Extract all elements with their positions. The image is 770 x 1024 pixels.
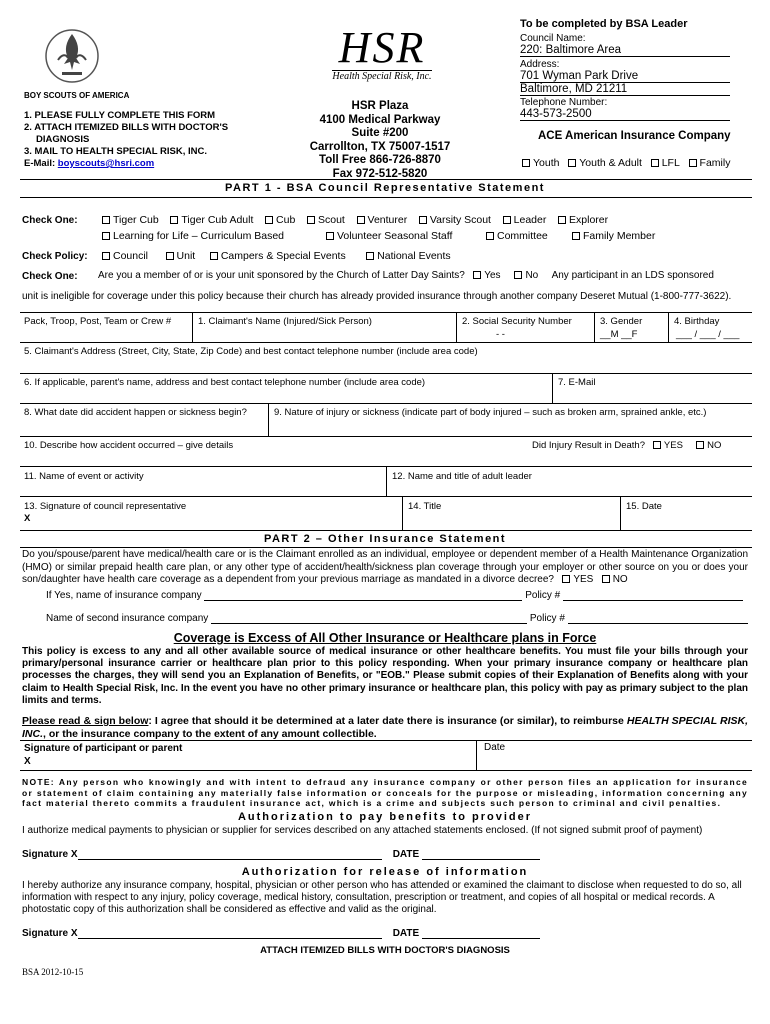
- check-one-label: Check One:: [22, 215, 78, 226]
- parent-field[interactable]: 6. If applicable, parent's name, address and best contact telephone number (include area code): [24, 377, 426, 388]
- lds-label: Check One:: [22, 271, 78, 282]
- coverage-title: Coverage is Excess of All Other Insurance or Healthcare plans in Force: [173, 631, 597, 645]
- lfl-checkbox[interactable]: [651, 159, 659, 167]
- coverage-text: This policy is excess to any and all other available source of medical insurance or other healthcare benefits. You must file your bills through your primary/personal insurance carrier or healthcare plan prior to this policy responding. When your primary insurance company or healthcare plan processes the charges, they will send you an Explanation of Benefits, or "EOB." Please submit copies of their Explanation of Benefits along with your claim to Health Special Risk, Inc. In the event you have no other primary insurance or healthcare plan, this policy with pay as primary subject to the plan limits and terms.: [22, 646, 748, 706]
- campers-checkbox[interactable]: [210, 252, 218, 260]
- insurance1-input[interactable]: [204, 600, 522, 601]
- gender-options: __M __F: [600, 329, 638, 340]
- auth-pay-signature-row: Signature X DATE: [22, 849, 540, 860]
- bsa-logo: [44, 24, 100, 88]
- council-address-line2[interactable]: Baltimore, MD 21211: [520, 83, 730, 96]
- committee-checkbox[interactable]: [486, 232, 494, 240]
- check-policy-label: Check Policy:: [22, 251, 88, 262]
- describe-field[interactable]: 10. Describe how accident occurred – give details: [24, 440, 234, 451]
- tiger-cub-adult-checkbox[interactable]: [170, 216, 178, 224]
- scout-checkbox[interactable]: [307, 216, 315, 224]
- varsity-scout-checkbox[interactable]: [419, 216, 427, 224]
- insurance2-input[interactable]: [211, 623, 527, 624]
- explorer-checkbox[interactable]: [558, 216, 566, 224]
- adult-leader-field[interactable]: 12. Name and title of adult leader: [392, 471, 532, 482]
- insurer-name: ACE American Insurance Company: [538, 130, 731, 142]
- lds-no-checkbox[interactable]: [514, 271, 522, 279]
- youth-checkbox[interactable]: [522, 159, 530, 167]
- death-question: Did Injury Result in Death? YES NO: [532, 440, 722, 451]
- plan-type-options: Youth Youth & Adult LFL Family: [522, 157, 730, 169]
- leader-checkbox[interactable]: [503, 216, 511, 224]
- claimant-address-field[interactable]: 5. Claimant's Address (Street, City, State, Zip Code) and best contact telephone number (include area code): [24, 346, 478, 357]
- council-address-line1[interactable]: 701 Wyman Park Drive: [520, 70, 730, 83]
- ssn-mask: - -: [496, 329, 505, 340]
- national-events-checkbox[interactable]: [366, 252, 374, 260]
- email-link[interactable]: boyscouts@hsri.com: [57, 158, 155, 169]
- family-member-checkbox[interactable]: [572, 232, 580, 240]
- auth-release-title: Authorization for release of information: [241, 866, 529, 878]
- other-insurance-text: Do you/spouse/parent have medical/health care or is the Claimant enrolled as an individual, employee or dependent member of a Health Maintenance Organization (HMO) or similar prepaid health care plan, or any other type of accident/health/sickness plan coverage through your employer or other source on you or does your son/daughter have health care coverage as a dependent from your previous marriage as mandated in a divorce decree? YES NO: [22, 549, 748, 585]
- agreement-text: Please read & sign below: I agree that should it be determined at a later date there is insurance (or similar), to reimburse HEALTH SPECIAL RISK, INC., or the insurance company to the extent of any amount collectible.: [22, 715, 748, 740]
- form-code: BSA 2012-10-15: [22, 967, 84, 977]
- email-field[interactable]: 7. E-Mail: [558, 377, 596, 388]
- hsr-address: HSR Plaza 4100 Medical Parkway Suite #200 Carrollton, TX 75007-1517 Toll Free 866-726-8870 Fax 972-512-5820: [309, 100, 451, 180]
- auth-release-signature-input[interactable]: [78, 938, 382, 939]
- part2-title: PART 2 – Other Insurance Statement: [263, 533, 507, 545]
- other-ins-no-checkbox[interactable]: [602, 575, 610, 583]
- council-signature-field[interactable]: 13. Signature of council representative X: [24, 501, 187, 524]
- bsa-name: BOY SCOUTS OF AMERICA: [24, 91, 130, 100]
- auth-pay-date-input[interactable]: [422, 859, 540, 860]
- lds-note: unit is ineligible for coverage under this policy because their church has already provided insurance through another company Deseret Mutual (1-800-777-3622).: [22, 291, 732, 302]
- auth-pay-text: I authorize medical payments to physician or supplier for services described on any attached statements enclosed. (If not signed submit proof of payment): [22, 825, 703, 836]
- policy1-input[interactable]: [563, 600, 743, 601]
- insurance1-row: If Yes, name of insurance company Policy #: [46, 590, 743, 601]
- learning-for-life-checkbox[interactable]: [102, 232, 110, 240]
- hsr-logo: HSR Health Special Risk, Inc.: [332, 23, 432, 82]
- participant-date-field[interactable]: Date: [484, 742, 506, 753]
- volunteer-staff-checkbox[interactable]: [326, 232, 334, 240]
- death-yes-checkbox[interactable]: [653, 441, 661, 449]
- accident-date-field[interactable]: 8. What date did accident happen or sickness begin?: [24, 407, 247, 418]
- leader-block: To be completed by BSA Leader Council Name: 220: Baltimore Area Address: 701 Wyman Park Drive Baltimore, MD 21211 Telephone Number: 443-573-2500: [520, 18, 750, 121]
- auth-pay-title: Authorization to pay benefits to provider: [237, 811, 533, 823]
- lds-yes-checkbox[interactable]: [473, 271, 481, 279]
- fraud-note: NOTE: Any person who knowingly and with intent to defraud any insurance company or other person files an application for insurance or statement of claim containing any materially false information or conceals for the purpose or misleading, information concerning any fact material thereto commits a fraudulent insurance act, which is a crime and subjects such person to criminal and civil penalties.: [22, 777, 748, 808]
- insurance2-row: Name of second insurance company Policy #: [46, 613, 748, 624]
- auth-release-text: I hereby authorize any insurance company, hospital, physician or other person who has attended or examined the claimant to disclose when requested to do so, all information with respect to any injury, policy coverage, medical history, consultation, prescription or treatment, and copies of all hospital or medical records. A photostatic copy of this authorization shall be considered as effective and valid as the original.: [22, 880, 742, 916]
- birthday-mask: ___ / ___ / ___: [676, 329, 740, 340]
- title-field[interactable]: 14. Title: [408, 501, 442, 512]
- lds-question: Are you a member of or is your unit sponsored by the Church of Latter Day Saints? Yes No Any participant in an LDS sponsored: [98, 270, 714, 281]
- event-field[interactable]: 11. Name of event or activity: [24, 471, 144, 482]
- auth-release-signature-row: Signature X DATE: [22, 928, 540, 939]
- nature-field[interactable]: 9. Nature of injury or sickness (indicate part of body injured – such as broken arm, sprained ankle, etc.): [274, 407, 707, 418]
- council-name-field[interactable]: 220: Baltimore Area: [520, 44, 730, 57]
- auth-release-date-input[interactable]: [422, 938, 540, 939]
- part1-title: PART 1 - BSA Council Representative Statement: [225, 182, 545, 194]
- council-checkbox[interactable]: [102, 252, 110, 260]
- gender-field[interactable]: 3. Gender: [600, 316, 643, 327]
- instructions: 1. PLEASE FULLY COMPLETE THIS FORM 2. ATTACH ITEMIZED BILLS WITH DOCTOR'S DIAGNOSIS 3. MAIL TO HEALTH SPECIAL RISK, INC. E-Mail: boyscouts@hsri.com: [24, 110, 229, 169]
- participant-signature-field[interactable]: Signature of participant or parent X: [24, 743, 183, 767]
- council-phone-field[interactable]: 443-573-2500: [520, 108, 730, 121]
- venturer-checkbox[interactable]: [357, 216, 365, 224]
- cub-checkbox[interactable]: [265, 216, 273, 224]
- date-field-15[interactable]: 15. Date: [626, 501, 662, 512]
- tiger-cub-checkbox[interactable]: [102, 216, 110, 224]
- youth-adult-checkbox[interactable]: [568, 159, 576, 167]
- unit-checkbox[interactable]: [166, 252, 174, 260]
- policy2-input[interactable]: [568, 623, 748, 624]
- ssn-field[interactable]: 2. Social Security Number: [462, 316, 572, 327]
- attach-bills-note: ATTACH ITEMIZED BILLS WITH DOCTOR'S DIAGNOSIS: [260, 945, 510, 956]
- family-checkbox[interactable]: [689, 159, 697, 167]
- member-type-row2: Learning for Life – Curriculum Based: [102, 230, 284, 242]
- policy-options: Council Unit Campers & Special Events National Events: [102, 250, 451, 262]
- claimant-name-field[interactable]: 1. Claimant's Name (Injured/Sick Person): [198, 316, 372, 327]
- pack-field[interactable]: Pack, Troop, Post, Team or Crew #: [24, 316, 172, 327]
- birthday-field[interactable]: 4. Birthday: [674, 316, 720, 327]
- auth-pay-signature-input[interactable]: [78, 859, 382, 860]
- death-no-checkbox[interactable]: [696, 441, 704, 449]
- member-type-row1: Tiger Cub Tiger Cub Adult Cub Scout Venturer Varsity Scout Leader Explorer: [102, 214, 608, 226]
- other-ins-yes-checkbox[interactable]: [562, 575, 570, 583]
